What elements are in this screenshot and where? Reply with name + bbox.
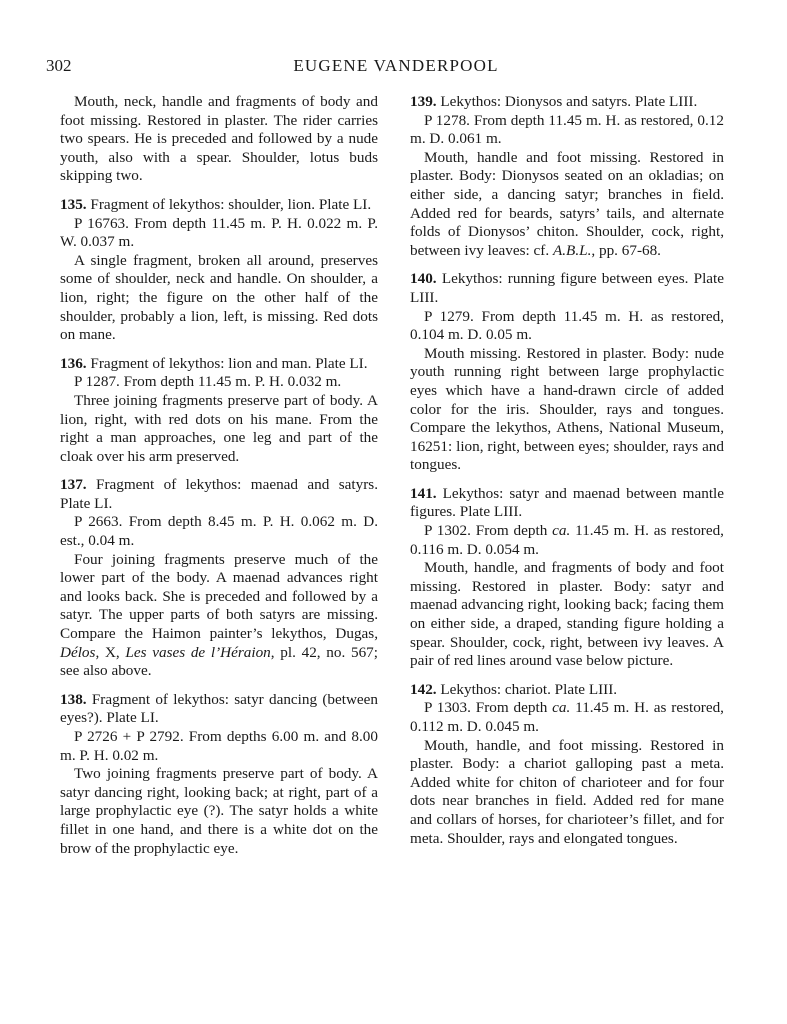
entry-title: Lekythos: chariot. Plate LIII. xyxy=(440,680,618,698)
entry-142-meta xyxy=(410,699,724,736)
body-text: , X, xyxy=(95,643,126,661)
entry-140-meta: P 1279. From depth 11.45 m. H. as restored, 0.104 m. D. 0.05 m. xyxy=(410,307,724,344)
entry-title: Lekythos: Dionysos and satyrs. Plate LIII. xyxy=(440,93,698,110)
continued-paragraph: Mouth, neck, handle and fragments of body and foot missing. Restored in plaster. The rider carries two spears. He is preceded and followed by a nude youth, also with a spear. Shoulder, lotus buds skipping two. xyxy=(60,93,378,185)
entry-139-body xyxy=(410,149,724,261)
entry-title: Fragment of lekythos: lion and man. Plate LI. xyxy=(90,354,368,372)
entry-141-meta xyxy=(410,522,724,559)
running-title: EUGENE VANDERPOOL xyxy=(293,56,499,75)
entry-141-body: Mouth, handle, and fragments of body and foot missing. Restored in plaster. Body: satyr and maenad advancing right, looking back; facing them on either side, a draped, standing figure holding a spear. Shoulder, cock, right, between ivy leaves. A pair of red lines around vase below picture. xyxy=(410,559,724,670)
entry-title: Lekythos: running figure between eyes. Plate LIII. xyxy=(410,270,725,306)
meta-text: 11.45 m. H. as restored, 0.116 m. D. 0.054 m. xyxy=(410,522,724,558)
entry-139-meta: P 1278. From depth 11.45 m. H. as restored, 0.12 m. D. 0.061 m. xyxy=(410,111,724,148)
entry-138-body: Two joining fragments preserve part of body. A satyr dancing right, looking back; at right, part of a large prophylactic eye (?). The satyr holds a white fillet in one hand, and there is a white dot on the brow of the prophylactic eye. xyxy=(60,765,378,857)
page-number: 302 xyxy=(46,56,72,75)
entry-137-heading xyxy=(60,476,378,513)
entry-142-body: Mouth, handle, and foot missing. Restored in plaster. Body: a chariot galloping past a meta. Added white for chiton of charioteer and for four dots near branches in field. Added red for mane and collars of horses, for charioteer’s fillet, and for meta. Shoulder, rays and elongated tongues. xyxy=(410,736,724,847)
right-column xyxy=(410,93,724,848)
entry-number: 139. xyxy=(410,93,437,110)
entry-number: 140. xyxy=(410,270,437,288)
entry-number: 135. xyxy=(60,195,87,213)
page-header xyxy=(46,56,746,80)
entry-title: Lekythos: satyr and maenad between mantle figures. Plate LIII. xyxy=(410,484,725,521)
entry-135-meta: P 16763. From depth 11.45 m. P. H. 0.022 m. P. W. 0.037 m. xyxy=(60,214,378,251)
body-text: , pp. 67-68. xyxy=(591,241,661,259)
meta-text: P 1303. From depth xyxy=(424,699,553,717)
left-column xyxy=(60,93,378,858)
circa-abbrev: ca. xyxy=(552,522,571,540)
entry-138-heading xyxy=(60,691,378,728)
entry-title: Fragment of lekythos: satyr dancing (between eyes?). Plate LI. xyxy=(60,690,379,727)
entry-135-body: A single fragment, broken all around, preserves some of shoulder, neck and handle. On shoulder, a lion, right; the figure on the other half of the shoulder, probably a lion, left, is missing. Red dots on mane. xyxy=(60,251,378,344)
entry-140-heading xyxy=(410,270,724,307)
body-text: Four joining fragments preserve much of the lower part of the body. A maenad advances right and looks back. She is preceded and followed by a satyr. The upper parts of both satyrs are missing. Compare the Haimon painter’s lekythos, Dugas, xyxy=(60,550,378,643)
citation-title: A.B.L. xyxy=(552,241,592,259)
entry-136-heading xyxy=(60,355,378,374)
entry-136-body: Three joining fragments preserve part of body. A lion, right, with red dots on his mane. From the right a man approaches, one leg and part of the cloak over his arm preserved. xyxy=(60,391,378,465)
entry-title: Fragment of lekythos: maenad and satyrs. Plate LI. xyxy=(60,476,378,512)
entry-number: 142. xyxy=(410,680,437,698)
entry-139-heading xyxy=(410,93,724,112)
entry-135-heading xyxy=(60,196,378,215)
entry-138-meta: P 2726 + P 2792. From depths 6.00 m. and 8.00 m. P. H. 0.02 m. xyxy=(60,728,378,764)
meta-text: 11.45 m. H. as restored, 0.112 m. D. 0.045 m. xyxy=(410,699,724,735)
entry-number: 138. xyxy=(60,690,87,708)
entry-number: 137. xyxy=(60,476,87,494)
entry-140-body: Mouth missing. Restored in plaster. Body: nude youth running right between large prophylactic eyes which have a hand-drawn circle of added color for the iris. Shoulder, rays and tongues. Compare the lekythos, Athens, National Museum, 16251: lion, right, between eyes; shoulder, rays and tongues. xyxy=(410,344,724,474)
entry-137-meta: P 2663. From depth 8.45 m. P. H. 0.062 m. D. est., 0.04 m. xyxy=(60,513,378,550)
entry-title: Fragment of lekythos: shoulder, lion. Plate LI. xyxy=(90,195,372,213)
entry-137-body xyxy=(60,551,378,681)
entry-142-heading xyxy=(410,681,724,700)
circa-abbrev: ca. xyxy=(552,699,571,717)
entry-number: 136. xyxy=(60,354,87,372)
entry-141-heading xyxy=(410,485,724,522)
citation-title: Les vases de l’Héraion xyxy=(125,643,271,661)
body-text: , pl. 42, no. 567; see also above. xyxy=(60,643,378,680)
citation-title: Délos xyxy=(60,643,96,661)
entry-136-meta: P 1287. From depth 11.45 m. P. H. 0.032 m. xyxy=(74,373,342,391)
meta-text: P 1302. From depth xyxy=(424,522,553,540)
entry-number: 141. xyxy=(410,484,437,502)
body-text: Mouth, handle and foot missing. Restored in plaster. Body: Dionysos seated on an okladias; on either side, a dancing satyr; branches in field. Added red for beards, satyrs’ tails, and alternate folds of Dionysos’ chiton. Shoulder, cock, right, between ivy leaves: cf. xyxy=(410,148,724,259)
